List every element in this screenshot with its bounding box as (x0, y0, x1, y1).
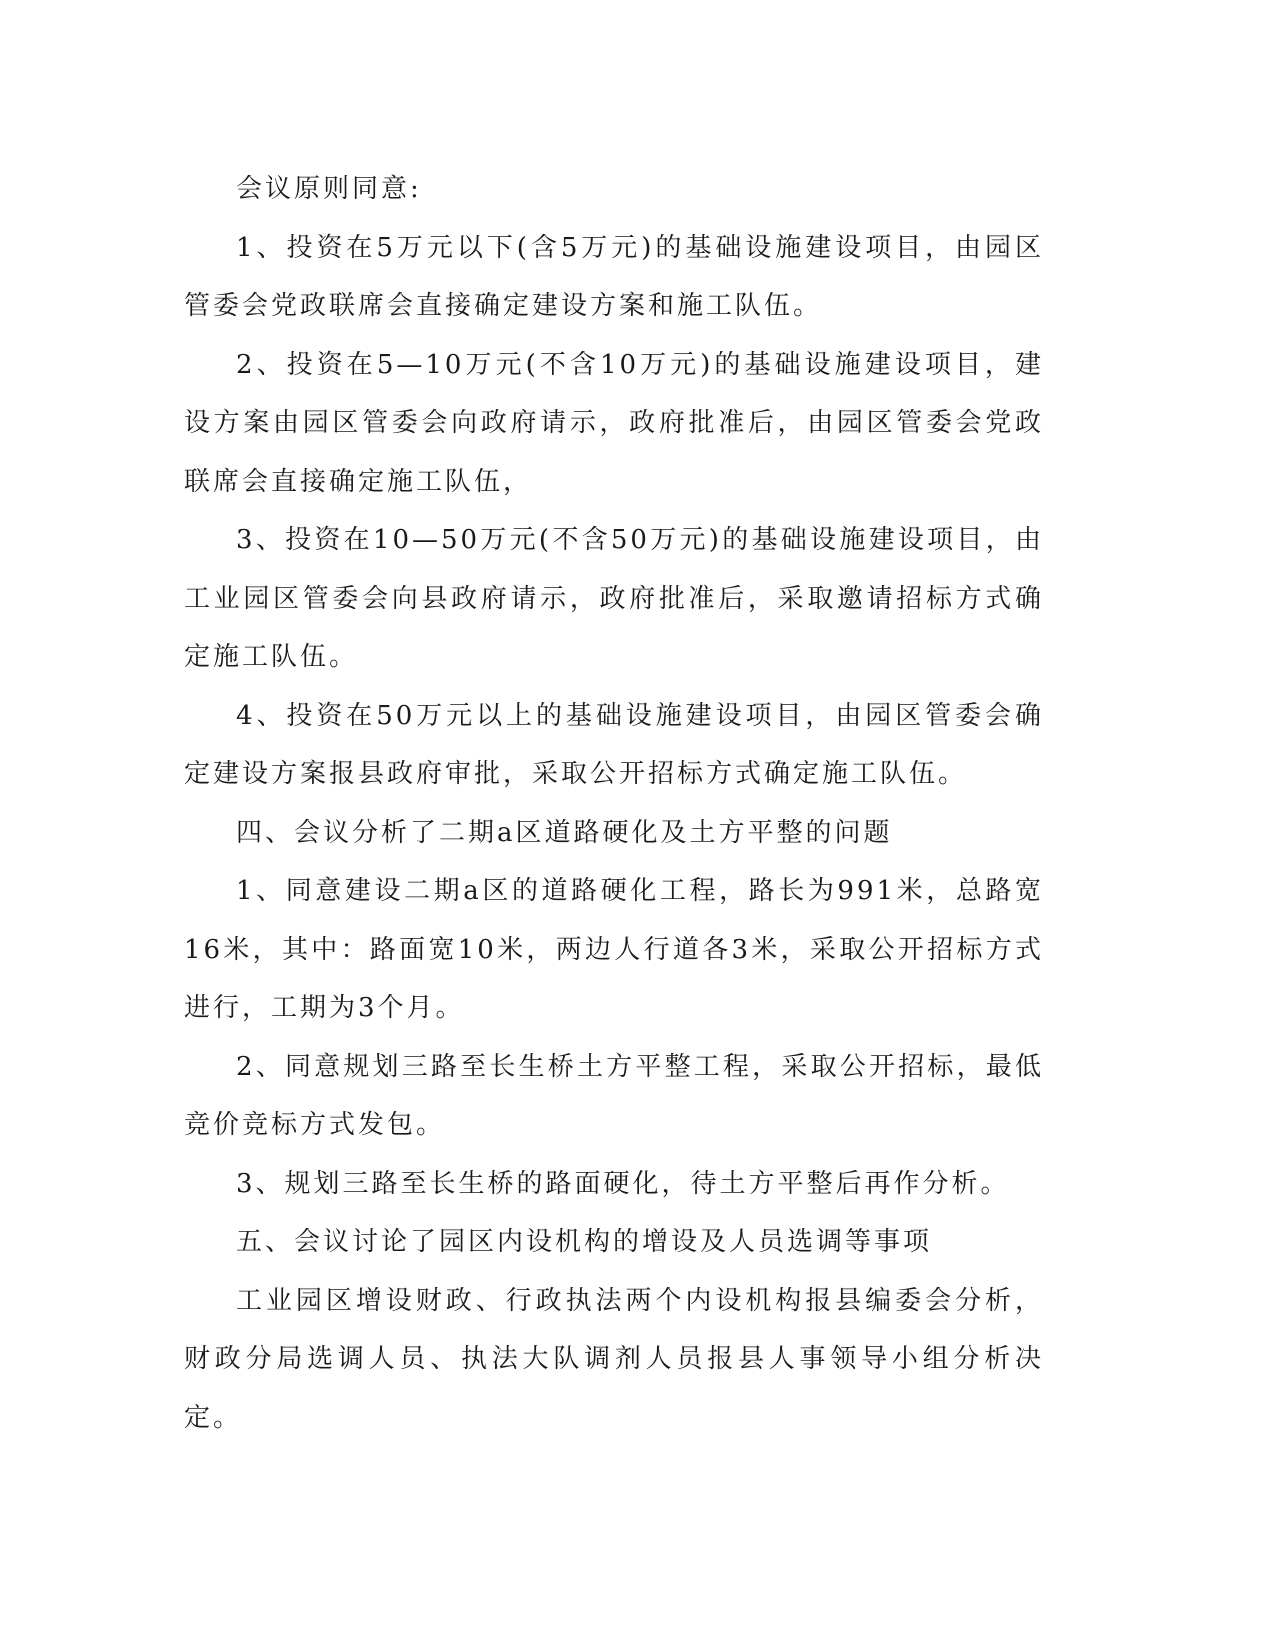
paragraph-agreement-intro: 会议原则同意: (236, 174, 422, 204)
section-heading-5: 五、会议讨论了园区内设机构的增设及人员选调等事项 (236, 1227, 933, 1257)
paragraph-road-item-3: 3、规划三路至长生桥的路面硬化，待土方平整后再作分析。 (236, 1168, 1010, 1199)
paragraph-road-item-1: 1、同意建设二期a区的道路硬化工程，路长为991米，总路宽16米，其中：路面宽10米，两边人行道各3米，采取公开招标方式进行，工期为3个月。 (184, 876, 1044, 1023)
paragraph-institutions: 工业园区增设财政、行政执法两个内设机构报县编委会分析，财政分局选调人员、执法大队调剂人员报县人事领导小组分析决定。 (184, 1285, 1044, 1433)
paragraph-item-3: 3、投资在10—50万元(不含50万元)的基础设施建设项目，由工业园区管委会向县政府请示，政府批准后，采取邀请招标方式确定施工队伍。 (184, 525, 1044, 672)
document-body (184, 160, 1044, 1447)
paragraph-item-2: 2、投资在5—10万元(不含10万元)的基础设施建设项目，建设方案由园区管委会向政府请示，政府批准后，由园区管委会党政联席会直接确定施工队伍， (184, 349, 1044, 497)
paragraph-item-4: 4、投资在50万元以上的基础设施建设项目，由园区管委会确定建设方案报县政府审批，采取公开招标方式确定施工队伍。 (184, 700, 1044, 789)
paragraph-item-1: 1、投资在5万元以下(含5万元)的基础设施建设项目，由园区管委会党政联席会直接确定建设方案和施工队伍。 (184, 232, 1044, 321)
paragraph-road-item-2: 2、同意规划三路至长生桥土方平整工程，采取公开招标，最低竞价竞标方式发包。 (184, 1051, 1044, 1140)
section-heading-4: 四、会议分析了二期a区道路硬化及土方平整的问题 (236, 817, 893, 848)
